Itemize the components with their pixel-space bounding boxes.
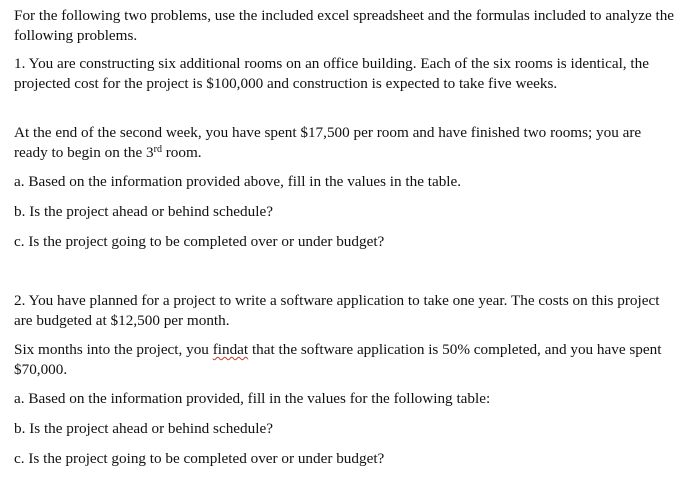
problem2-question-c: c. Is the project going to be completed over or under budget? [14,450,385,467]
problem2-status [14,340,678,380]
problem1-status [14,123,678,163]
ordinal-superscript: rd [153,144,162,155]
problem1-status-text: At the end of the second week, you have spent $17,500 per room and have finished two rooms; you are ready to begin on the 3 [14,124,642,161]
misspelled-word: findat [212,341,249,358]
problem2-question-a: a. Based on the information provided, fill in the values for the following table: [14,390,491,407]
problem1-question-c: c. Is the project going to be completed over or under budget? [14,233,385,250]
problem1-statement: 1. You are constructing six additional rooms on an office building. Each of the six rooms is identical, the projected cost for the project is $100,000 and construction is expected to take five weeks. [14,55,649,92]
problem2-question-b: b. Is the project ahead or behind schedule? [14,420,273,437]
problem2-statement: 2. You have planned for a project to write a software application to take one year. The costs on this project are budgeted at $12,500 per month. [14,292,660,329]
problem2-status-end: that the software application is 50% completed, and you have spent $70,000. [14,341,662,378]
intro-paragraph: For the following two problems, use the included excel spreadsheet and the formulas included to analyze the following problems. [14,7,675,44]
problem1-status-end: room. [161,144,202,161]
problem2-status-text: Six months into the project, you [14,341,213,358]
problem1-question-a: a. Based on the information provided above, fill in the values in the table. [14,173,462,190]
problem1-question-b: b. Is the project ahead or behind schedule? [14,203,273,220]
